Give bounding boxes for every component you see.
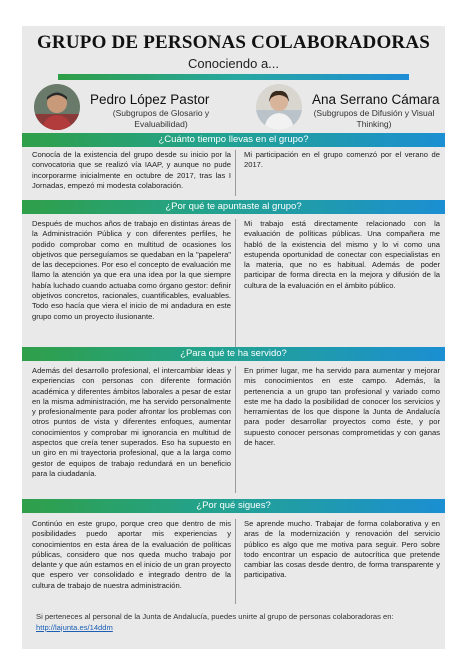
person-photo-icon bbox=[34, 84, 80, 130]
answer-ana-servido: En primer lugar, me ha servido para aumentar y mejorar mis conocimientos en este campo. Además, la pertenencia a un grupo tan profesional y variado como este me ha dado la posibilidad de conocer los servicios y herramientas de los que dispone la Junta de Andalucía para poder desarrollar proyectos como éste, y por supuesto conocer personas comprometidas y con ganas de hacer. bbox=[244, 366, 440, 448]
answer-ana-tiempo: Mi participación en el grupo comenzó por el verano de 2017. bbox=[244, 150, 440, 170]
answer-ana-sigues: Se aprende mucho. Trabajar de forma colaborativa y en aras de la modernización y renovación del servicio público es algo que me motiva para seguir. Pero sobre todo encontrar un espacio de autocrítica que pretende cambiar las cosas desde dentro, de forma transparente y participativa. bbox=[244, 519, 440, 580]
person-group-ana: (Subgrupos de Difusión y Visual Thinking) bbox=[313, 108, 435, 129]
document-page bbox=[22, 26, 445, 649]
page-subtitle: Conociendo a... bbox=[187, 56, 280, 71]
answer-pedro-tiempo: Conocía de la existencia del grupo desde su inicio por la convocatoria que se realizó vía IAAP, y aunque no pude incorporarme inicialmente en octubre de 2017, tras las I Jornadas, empezó mi modesta colaboración. bbox=[32, 150, 231, 190]
join-group-link[interactable]: http://lajunta.es/14ddm bbox=[36, 622, 113, 632]
answer-pedro-sigues: Continúo en este grupo, porque creo que dentro de mis posibilidades puedo aportar mis experiencias y conocimientos en esta área de la evaluación de políticas públicas, considero que nos queda mucho trabajo por delante y que aún estamos en el inicio de un gran proyecto que espero ver consolidado e integrado dentro de la cultura de trabajo de nuestra administración. bbox=[32, 519, 231, 590]
question-bar-tiempo: ¿Cuánto tiempo llevas en el grupo? bbox=[22, 133, 445, 147]
question-bar-sigues: ¿Por qué sigues? bbox=[22, 499, 445, 513]
answer-row-apuntaste bbox=[22, 219, 445, 347]
question-bar-apuntaste: ¿Por qué te apuntaste al grupo? bbox=[22, 200, 445, 214]
avatar-ana bbox=[256, 84, 302, 130]
answer-pedro-apuntaste: Después de muchos años de trabajo en distintas áreas de la Administración Pública y con diferentes perfiles, he podido comprobar como en multitud de ocasiones los objetivos que perseguíamos se quedaban en la "papelera" de las decepciones. Por eso el concepto de evaluación me llamo la atención ya que era una idea por la que siempre había luchado cuando actuaba como órgano gestor: definir objetivos concretos, racionales, cuantificables, evaluables. Todo eso hacía que viera el inicio de mi andadura en este grupo como un proyecto ilusionante. bbox=[32, 219, 231, 321]
column-divider bbox=[235, 519, 236, 604]
column-divider bbox=[235, 150, 236, 196]
person-name-pedro: Pedro López Pastor bbox=[90, 92, 210, 107]
person-photo-icon bbox=[256, 84, 302, 130]
person-group-pedro: (Subgrupos de Glosario y Evaluabilidad) bbox=[112, 108, 210, 129]
footer-text: Si perteneces al personal de la Junta de Andalucía, puedes unirte al grupo de personas colaboradoras en: bbox=[36, 612, 394, 621]
footer-note bbox=[36, 612, 435, 633]
person-name-ana: Ana Serrano Cámara bbox=[312, 92, 440, 107]
answer-row-tiempo bbox=[22, 150, 445, 196]
column-divider bbox=[235, 366, 236, 493]
answer-row-sigues bbox=[22, 519, 445, 604]
avatar-pedro bbox=[34, 84, 80, 130]
column-divider bbox=[235, 219, 236, 347]
answer-row-servido bbox=[22, 366, 445, 493]
page-title: GRUPO DE PERSONAS COLABORADORAS bbox=[36, 32, 431, 53]
answer-ana-apuntaste: Mi trabajo está directamente relacionado con la evaluación de políticas públicas. Una compañera me habló de la existencia del mismo y lo vi como una estupenda oportunidad de conectar con especialistas en la materia, que no es habitual. Además de poder participar de forma directa en la mejora y difusión de la cultura de la evaluación en el ámbito público. bbox=[244, 219, 440, 290]
answer-pedro-servido: Además del desarrollo profesional, el intercambiar ideas y experiencias con personas con diferente formación académica y diferentes ámbitos laborales a pesar de estar en la misma administración, me ha servido personalmente y profesionalmente para poder afrontar los problemas con otros puntos de vista y diferentes enfoques, aumentar conocimientos y comprobar mi ignorancia en multitud de aspectos que creía tener superados. Eso ha supuesto en un giro en mi trayectoria profesional, que a la larga como gestor de equipos de trabajo redundará en un beneficio para la ciudadanía. bbox=[32, 366, 231, 478]
question-bar-servido: ¿Para qué te ha servido? bbox=[22, 347, 445, 361]
